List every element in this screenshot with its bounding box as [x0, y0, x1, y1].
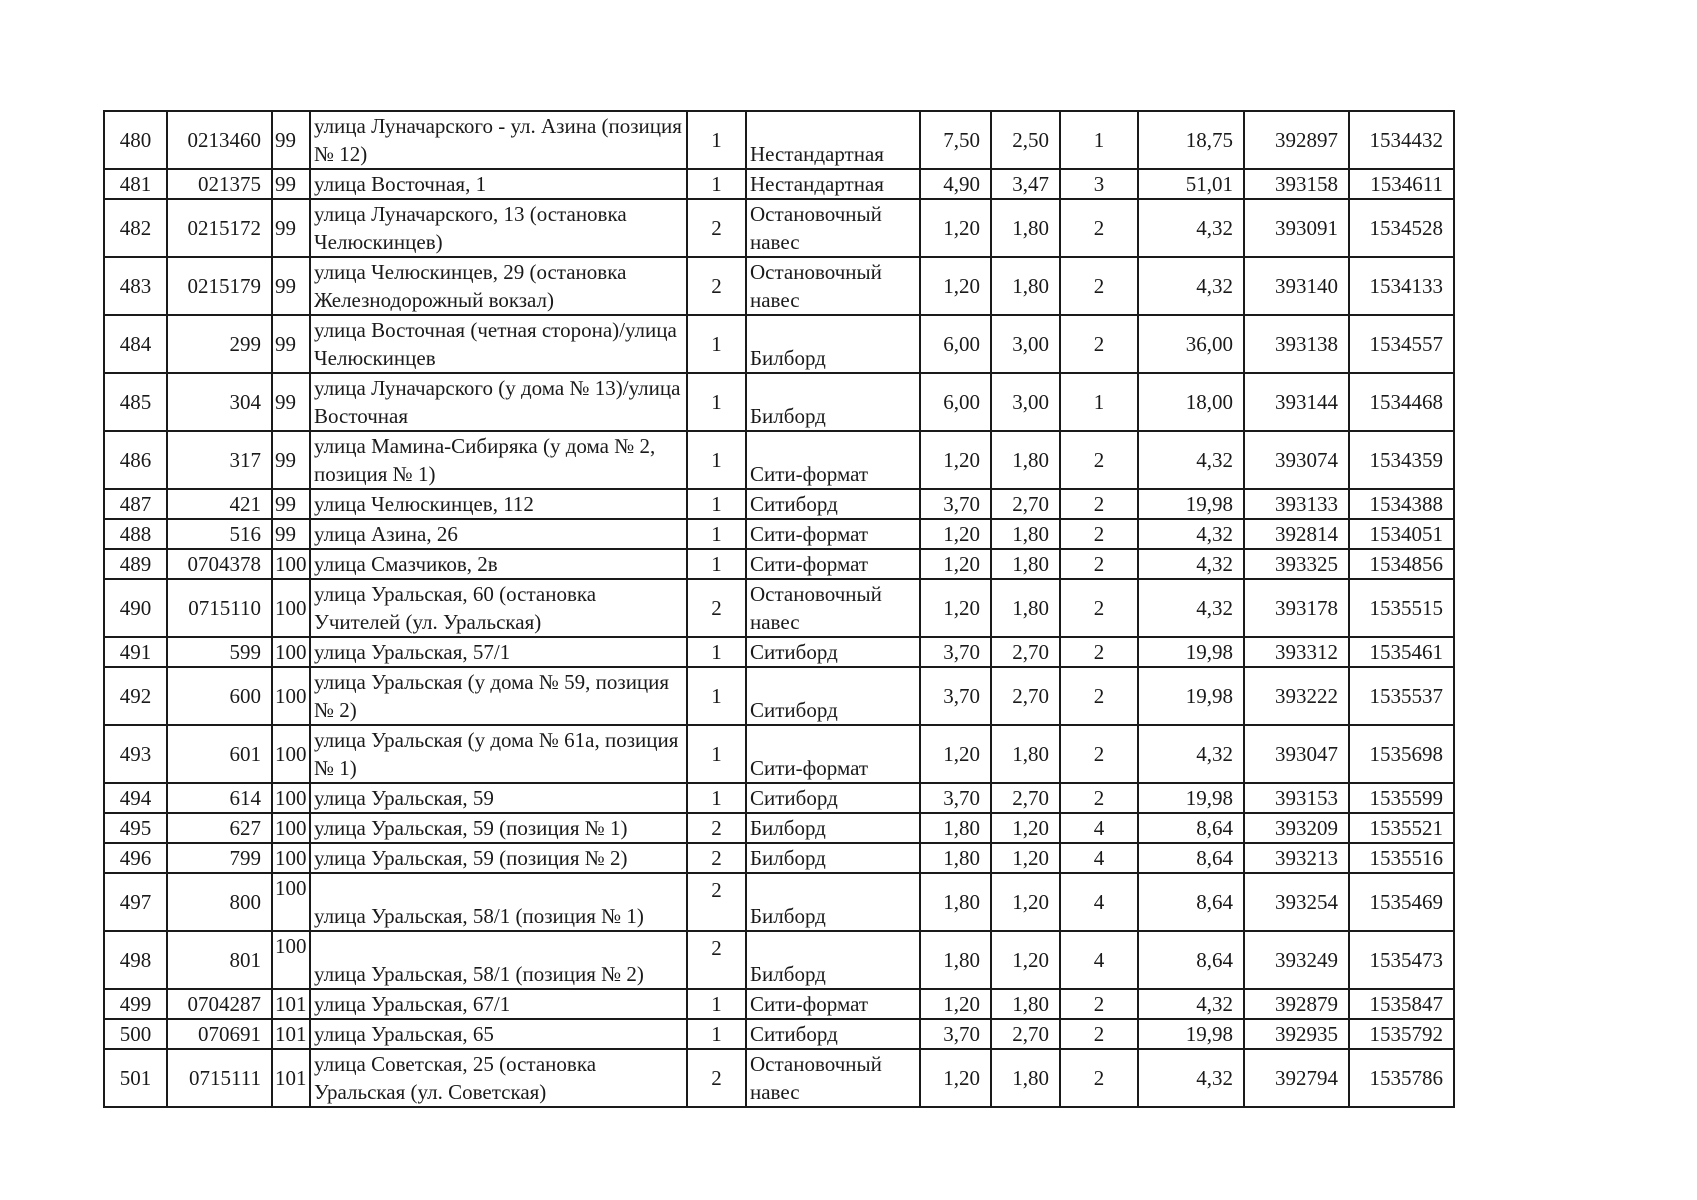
- coordinate-x-cell: 393178: [1244, 579, 1349, 637]
- surface-count-cell: 2: [1060, 257, 1138, 315]
- district-code-cell: 99: [272, 169, 310, 199]
- row-number-cell: 489: [104, 549, 167, 579]
- width-cell: 1,20: [920, 431, 991, 489]
- width-cell: 1,20: [920, 199, 991, 257]
- row-number-cell: 495: [104, 813, 167, 843]
- area-cell: 19,98: [1138, 1019, 1244, 1049]
- coordinate-y-cell: 1534557: [1349, 315, 1454, 373]
- surface-count-cell: 4: [1060, 873, 1138, 931]
- district-code-cell: 100: [272, 783, 310, 813]
- address-cell: улица Уральская, 59 (позиция № 1): [310, 813, 687, 843]
- district-code-cell: 101: [272, 1049, 310, 1107]
- coordinate-x-cell: 393047: [1244, 725, 1349, 783]
- sides-count-cell: 2: [687, 813, 746, 843]
- district-code-cell: 99: [272, 489, 310, 519]
- coordinate-x-cell: 392897: [1244, 111, 1349, 169]
- coordinate-y-cell: 1534611: [1349, 169, 1454, 199]
- table-row: [104, 373, 1454, 431]
- table-row: [104, 1019, 1454, 1049]
- coordinate-y-cell: 1535847: [1349, 989, 1454, 1019]
- district-code-cell: 100: [272, 725, 310, 783]
- coordinate-y-cell: 1534468: [1349, 373, 1454, 431]
- coordinate-x-cell: 392935: [1244, 1019, 1349, 1049]
- surface-count-cell: 2: [1060, 315, 1138, 373]
- district-code-cell: 100: [272, 667, 310, 725]
- address-cell: улица Уральская, 60 (остановка Учителей (ул. Уральская): [310, 579, 687, 637]
- structure-type-cell: Билборд: [746, 873, 920, 931]
- height-cell: 3,00: [991, 373, 1060, 431]
- coordinate-x-cell: 393074: [1244, 431, 1349, 489]
- structure-id-cell: 299: [167, 315, 272, 373]
- width-cell: 4,90: [920, 169, 991, 199]
- height-cell: 1,80: [991, 725, 1060, 783]
- district-code-cell: 99: [272, 431, 310, 489]
- coordinate-x-cell: 393312: [1244, 637, 1349, 667]
- structure-id-cell: 799: [167, 843, 272, 873]
- surface-count-cell: 2: [1060, 431, 1138, 489]
- district-code-cell: 100: [272, 873, 310, 931]
- height-cell: 2,70: [991, 783, 1060, 813]
- district-code-cell: 101: [272, 989, 310, 1019]
- area-cell: 19,98: [1138, 637, 1244, 667]
- address-cell: улица Советская, 25 (остановка Уральская (ул. Советская): [310, 1049, 687, 1107]
- height-cell: 2,70: [991, 637, 1060, 667]
- structure-id-cell: 614: [167, 783, 272, 813]
- structure-type-cell: Сити-формат: [746, 549, 920, 579]
- height-cell: 1,20: [991, 843, 1060, 873]
- table-row: [104, 257, 1454, 315]
- width-cell: 1,20: [920, 519, 991, 549]
- structure-type-cell: Сити-формат: [746, 989, 920, 1019]
- address-cell: улица Восточная (четная сторона)/улица Челюскинцев: [310, 315, 687, 373]
- area-cell: 4,32: [1138, 519, 1244, 549]
- width-cell: 3,70: [920, 667, 991, 725]
- coordinate-y-cell: 1535792: [1349, 1019, 1454, 1049]
- coordinate-y-cell: 1535515: [1349, 579, 1454, 637]
- area-cell: 4,32: [1138, 199, 1244, 257]
- area-cell: 8,64: [1138, 843, 1244, 873]
- table-row: [104, 315, 1454, 373]
- address-cell: улица Луначарского (у дома № 13)/улица Восточная: [310, 373, 687, 431]
- coordinate-x-cell: 393249: [1244, 931, 1349, 989]
- district-code-cell: 100: [272, 843, 310, 873]
- row-number-cell: 484: [104, 315, 167, 373]
- sides-count-cell: 2: [687, 873, 746, 931]
- structure-type-cell: Ситиборд: [746, 783, 920, 813]
- row-number-cell: 496: [104, 843, 167, 873]
- row-number-cell: 500: [104, 1019, 167, 1049]
- area-cell: 18,75: [1138, 111, 1244, 169]
- coordinate-y-cell: 1535521: [1349, 813, 1454, 843]
- width-cell: 1,80: [920, 931, 991, 989]
- area-cell: 36,00: [1138, 315, 1244, 373]
- area-cell: 4,32: [1138, 549, 1244, 579]
- structure-id-cell: 627: [167, 813, 272, 843]
- sides-count-cell: 2: [687, 931, 746, 989]
- sides-count-cell: 1: [687, 667, 746, 725]
- address-cell: улица Уральская, 67/1: [310, 989, 687, 1019]
- table-row: [104, 111, 1454, 169]
- district-code-cell: 99: [272, 257, 310, 315]
- width-cell: 1,80: [920, 843, 991, 873]
- structure-type-cell: Остановочный навес: [746, 579, 920, 637]
- structure-id-cell: 317: [167, 431, 272, 489]
- area-cell: 8,64: [1138, 873, 1244, 931]
- coordinate-x-cell: 393254: [1244, 873, 1349, 931]
- structure-type-cell: Ситиборд: [746, 1019, 920, 1049]
- structure-id-cell: 0704378: [167, 549, 272, 579]
- structure-type-cell: Сити-формат: [746, 431, 920, 489]
- sides-count-cell: 1: [687, 519, 746, 549]
- table-row: [104, 637, 1454, 667]
- surface-count-cell: 2: [1060, 667, 1138, 725]
- structure-type-cell: Билборд: [746, 843, 920, 873]
- structure-type-cell: Ситиборд: [746, 667, 920, 725]
- district-code-cell: 100: [272, 931, 310, 989]
- row-number-cell: 498: [104, 931, 167, 989]
- area-cell: 4,32: [1138, 431, 1244, 489]
- district-code-cell: 99: [272, 315, 310, 373]
- width-cell: 1,80: [920, 813, 991, 843]
- area-cell: 51,01: [1138, 169, 1244, 199]
- row-number-cell: 494: [104, 783, 167, 813]
- structure-type-cell: Билборд: [746, 373, 920, 431]
- area-cell: 19,98: [1138, 783, 1244, 813]
- surface-count-cell: 3: [1060, 169, 1138, 199]
- area-cell: 4,32: [1138, 989, 1244, 1019]
- width-cell: 1,20: [920, 549, 991, 579]
- structure-id-cell: 801: [167, 931, 272, 989]
- table-row: [104, 813, 1454, 843]
- width-cell: 1,20: [920, 725, 991, 783]
- structure-type-cell: Билборд: [746, 315, 920, 373]
- district-code-cell: 100: [272, 549, 310, 579]
- row-number-cell: 497: [104, 873, 167, 931]
- coordinate-y-cell: 1534051: [1349, 519, 1454, 549]
- structure-type-cell: Сити-формат: [746, 725, 920, 783]
- coordinate-y-cell: 1534133: [1349, 257, 1454, 315]
- height-cell: 2,70: [991, 489, 1060, 519]
- surface-count-cell: 2: [1060, 637, 1138, 667]
- address-cell: улица Уральская, 58/1 (позиция № 1): [310, 873, 687, 931]
- width-cell: 3,70: [920, 1019, 991, 1049]
- address-cell: улица Луначарского, 13 (остановка Челюскинцев): [310, 199, 687, 257]
- sides-count-cell: 1: [687, 315, 746, 373]
- height-cell: 1,80: [991, 199, 1060, 257]
- surface-count-cell: 2: [1060, 783, 1138, 813]
- width-cell: 1,20: [920, 989, 991, 1019]
- row-number-cell: 483: [104, 257, 167, 315]
- height-cell: 1,20: [991, 873, 1060, 931]
- height-cell: 2,70: [991, 1019, 1060, 1049]
- table-body: [104, 111, 1454, 1107]
- width-cell: 7,50: [920, 111, 991, 169]
- table-row: [104, 489, 1454, 519]
- coordinate-y-cell: 1534432: [1349, 111, 1454, 169]
- address-cell: улица Уральская (у дома № 61а, позиция № 1): [310, 725, 687, 783]
- advertising-structures-table: [103, 110, 1455, 1108]
- structure-type-cell: Ситиборд: [746, 637, 920, 667]
- address-cell: улица Уральская, 59: [310, 783, 687, 813]
- structure-id-cell: 0213460: [167, 111, 272, 169]
- address-cell: улица Восточная, 1: [310, 169, 687, 199]
- coordinate-y-cell: 1534388: [1349, 489, 1454, 519]
- sides-count-cell: 1: [687, 489, 746, 519]
- surface-count-cell: 2: [1060, 725, 1138, 783]
- coordinate-y-cell: 1535473: [1349, 931, 1454, 989]
- surface-count-cell: 2: [1060, 1049, 1138, 1107]
- sides-count-cell: 1: [687, 373, 746, 431]
- table-row: [104, 169, 1454, 199]
- district-code-cell: 100: [272, 637, 310, 667]
- surface-count-cell: 2: [1060, 989, 1138, 1019]
- width-cell: 1,20: [920, 257, 991, 315]
- district-code-cell: 101: [272, 1019, 310, 1049]
- sides-count-cell: 2: [687, 1049, 746, 1107]
- district-code-cell: 100: [272, 579, 310, 637]
- sides-count-cell: 1: [687, 783, 746, 813]
- coordinate-x-cell: 393091: [1244, 199, 1349, 257]
- coordinate-x-cell: 392879: [1244, 989, 1349, 1019]
- coordinate-y-cell: 1535516: [1349, 843, 1454, 873]
- structure-id-cell: 0215179: [167, 257, 272, 315]
- height-cell: 1,80: [991, 519, 1060, 549]
- structure-type-cell: Ситиборд: [746, 489, 920, 519]
- table-row: [104, 579, 1454, 637]
- table-row: [104, 667, 1454, 725]
- address-cell: улица Уральская, 58/1 (позиция № 2): [310, 931, 687, 989]
- area-cell: 4,32: [1138, 257, 1244, 315]
- structure-id-cell: 516: [167, 519, 272, 549]
- area-cell: 8,64: [1138, 931, 1244, 989]
- address-cell: улица Уральская, 57/1: [310, 637, 687, 667]
- area-cell: 18,00: [1138, 373, 1244, 431]
- coordinate-x-cell: 393325: [1244, 549, 1349, 579]
- area-cell: 19,98: [1138, 489, 1244, 519]
- table-row: [104, 783, 1454, 813]
- area-cell: 8,64: [1138, 813, 1244, 843]
- district-code-cell: 99: [272, 199, 310, 257]
- coordinate-x-cell: 393138: [1244, 315, 1349, 373]
- area-cell: 4,32: [1138, 1049, 1244, 1107]
- surface-count-cell: 1: [1060, 373, 1138, 431]
- row-number-cell: 480: [104, 111, 167, 169]
- structure-type-cell: Остановочный навес: [746, 257, 920, 315]
- coordinate-y-cell: 1535461: [1349, 637, 1454, 667]
- coordinate-y-cell: 1534856: [1349, 549, 1454, 579]
- row-number-cell: 493: [104, 725, 167, 783]
- address-cell: улица Уральская (у дома № 59, позиция № 2): [310, 667, 687, 725]
- row-number-cell: 482: [104, 199, 167, 257]
- row-number-cell: 492: [104, 667, 167, 725]
- sides-count-cell: 1: [687, 431, 746, 489]
- sides-count-cell: 1: [687, 111, 746, 169]
- table-row: [104, 1049, 1454, 1107]
- address-cell: улица Уральская, 59 (позиция № 2): [310, 843, 687, 873]
- table-row: [104, 519, 1454, 549]
- sides-count-cell: 1: [687, 637, 746, 667]
- structure-id-cell: 0704287: [167, 989, 272, 1019]
- structure-id-cell: 601: [167, 725, 272, 783]
- structure-id-cell: 600: [167, 667, 272, 725]
- surface-count-cell: 2: [1060, 519, 1138, 549]
- coordinate-x-cell: 392794: [1244, 1049, 1349, 1107]
- row-number-cell: 487: [104, 489, 167, 519]
- row-number-cell: 481: [104, 169, 167, 199]
- structure-id-cell: 800: [167, 873, 272, 931]
- structure-id-cell: 021375: [167, 169, 272, 199]
- coordinate-y-cell: 1535698: [1349, 725, 1454, 783]
- width-cell: 3,70: [920, 783, 991, 813]
- width-cell: 1,20: [920, 1049, 991, 1107]
- structure-type-cell: Билборд: [746, 931, 920, 989]
- coordinate-x-cell: 393144: [1244, 373, 1349, 431]
- table-row: [104, 843, 1454, 873]
- coordinate-y-cell: 1535786: [1349, 1049, 1454, 1107]
- row-number-cell: 490: [104, 579, 167, 637]
- table-row: [104, 431, 1454, 489]
- sides-count-cell: 2: [687, 579, 746, 637]
- coordinate-y-cell: 1535599: [1349, 783, 1454, 813]
- table-row: [104, 989, 1454, 1019]
- sides-count-cell: 1: [687, 989, 746, 1019]
- width-cell: 6,00: [920, 315, 991, 373]
- row-number-cell: 491: [104, 637, 167, 667]
- structure-id-cell: 0715110: [167, 579, 272, 637]
- address-cell: улица Азина, 26: [310, 519, 687, 549]
- structure-id-cell: 421: [167, 489, 272, 519]
- width-cell: 1,20: [920, 579, 991, 637]
- structure-type-cell: Билборд: [746, 813, 920, 843]
- area-cell: 4,32: [1138, 725, 1244, 783]
- coordinate-y-cell: 1534528: [1349, 199, 1454, 257]
- width-cell: 3,70: [920, 637, 991, 667]
- height-cell: 1,80: [991, 989, 1060, 1019]
- height-cell: 3,00: [991, 315, 1060, 373]
- district-code-cell: 99: [272, 111, 310, 169]
- height-cell: 1,20: [991, 931, 1060, 989]
- row-number-cell: 501: [104, 1049, 167, 1107]
- sides-count-cell: 2: [687, 843, 746, 873]
- sides-count-cell: 2: [687, 199, 746, 257]
- sides-count-cell: 2: [687, 257, 746, 315]
- table-row: [104, 725, 1454, 783]
- surface-count-cell: 2: [1060, 549, 1138, 579]
- height-cell: 1,80: [991, 1049, 1060, 1107]
- row-number-cell: 499: [104, 989, 167, 1019]
- height-cell: 1,80: [991, 431, 1060, 489]
- structure-id-cell: 304: [167, 373, 272, 431]
- address-cell: улица Мамина-Сибиряка (у дома № 2, позиция № 1): [310, 431, 687, 489]
- address-cell: улица Уральская, 65: [310, 1019, 687, 1049]
- height-cell: 2,70: [991, 667, 1060, 725]
- row-number-cell: 485: [104, 373, 167, 431]
- sides-count-cell: 1: [687, 169, 746, 199]
- table-row: [104, 931, 1454, 989]
- height-cell: 2,50: [991, 111, 1060, 169]
- coordinate-x-cell: 393222: [1244, 667, 1349, 725]
- district-code-cell: 99: [272, 373, 310, 431]
- coordinate-y-cell: 1535537: [1349, 667, 1454, 725]
- width-cell: 1,80: [920, 873, 991, 931]
- row-number-cell: 486: [104, 431, 167, 489]
- coordinate-x-cell: 393213: [1244, 843, 1349, 873]
- address-cell: улица Луначарского - ул. Азина (позиция № 12): [310, 111, 687, 169]
- surface-count-cell: 4: [1060, 843, 1138, 873]
- area-cell: 19,98: [1138, 667, 1244, 725]
- table-row: [104, 199, 1454, 257]
- structure-type-cell: Нестандартная: [746, 169, 920, 199]
- coordinate-x-cell: 393133: [1244, 489, 1349, 519]
- surface-count-cell: 2: [1060, 1019, 1138, 1049]
- structure-type-cell: Сити-формат: [746, 519, 920, 549]
- district-code-cell: 100: [272, 813, 310, 843]
- sides-count-cell: 1: [687, 549, 746, 579]
- structure-id-cell: 0715111: [167, 1049, 272, 1107]
- height-cell: 3,47: [991, 169, 1060, 199]
- structure-type-cell: Остановочный навес: [746, 1049, 920, 1107]
- height-cell: 1,80: [991, 257, 1060, 315]
- address-cell: улица Челюскинцев, 112: [310, 489, 687, 519]
- coordinate-x-cell: 393158: [1244, 169, 1349, 199]
- coordinate-y-cell: 1534359: [1349, 431, 1454, 489]
- sides-count-cell: 1: [687, 725, 746, 783]
- height-cell: 1,20: [991, 813, 1060, 843]
- coordinate-y-cell: 1535469: [1349, 873, 1454, 931]
- width-cell: 3,70: [920, 489, 991, 519]
- surface-count-cell: 2: [1060, 579, 1138, 637]
- height-cell: 1,80: [991, 579, 1060, 637]
- structure-type-cell: Остановочный навес: [746, 199, 920, 257]
- address-cell: улица Челюскинцев, 29 (остановка Железнодорожный вокзал): [310, 257, 687, 315]
- address-cell: улица Смазчиков, 2в: [310, 549, 687, 579]
- structure-id-cell: 599: [167, 637, 272, 667]
- surface-count-cell: 2: [1060, 489, 1138, 519]
- coordinate-x-cell: 392814: [1244, 519, 1349, 549]
- surface-count-cell: 4: [1060, 931, 1138, 989]
- table-row: [104, 549, 1454, 579]
- structure-id-cell: 070691: [167, 1019, 272, 1049]
- coordinate-x-cell: 393153: [1244, 783, 1349, 813]
- structure-id-cell: 0215172: [167, 199, 272, 257]
- structure-type-cell: Нестандартная: [746, 111, 920, 169]
- row-number-cell: 488: [104, 519, 167, 549]
- coordinate-x-cell: 393209: [1244, 813, 1349, 843]
- table-row: [104, 873, 1454, 931]
- width-cell: 6,00: [920, 373, 991, 431]
- surface-count-cell: 4: [1060, 813, 1138, 843]
- area-cell: 4,32: [1138, 579, 1244, 637]
- height-cell: 1,80: [991, 549, 1060, 579]
- surface-count-cell: 1: [1060, 111, 1138, 169]
- surface-count-cell: 2: [1060, 199, 1138, 257]
- coordinate-x-cell: 393140: [1244, 257, 1349, 315]
- district-code-cell: 99: [272, 519, 310, 549]
- sides-count-cell: 1: [687, 1019, 746, 1049]
